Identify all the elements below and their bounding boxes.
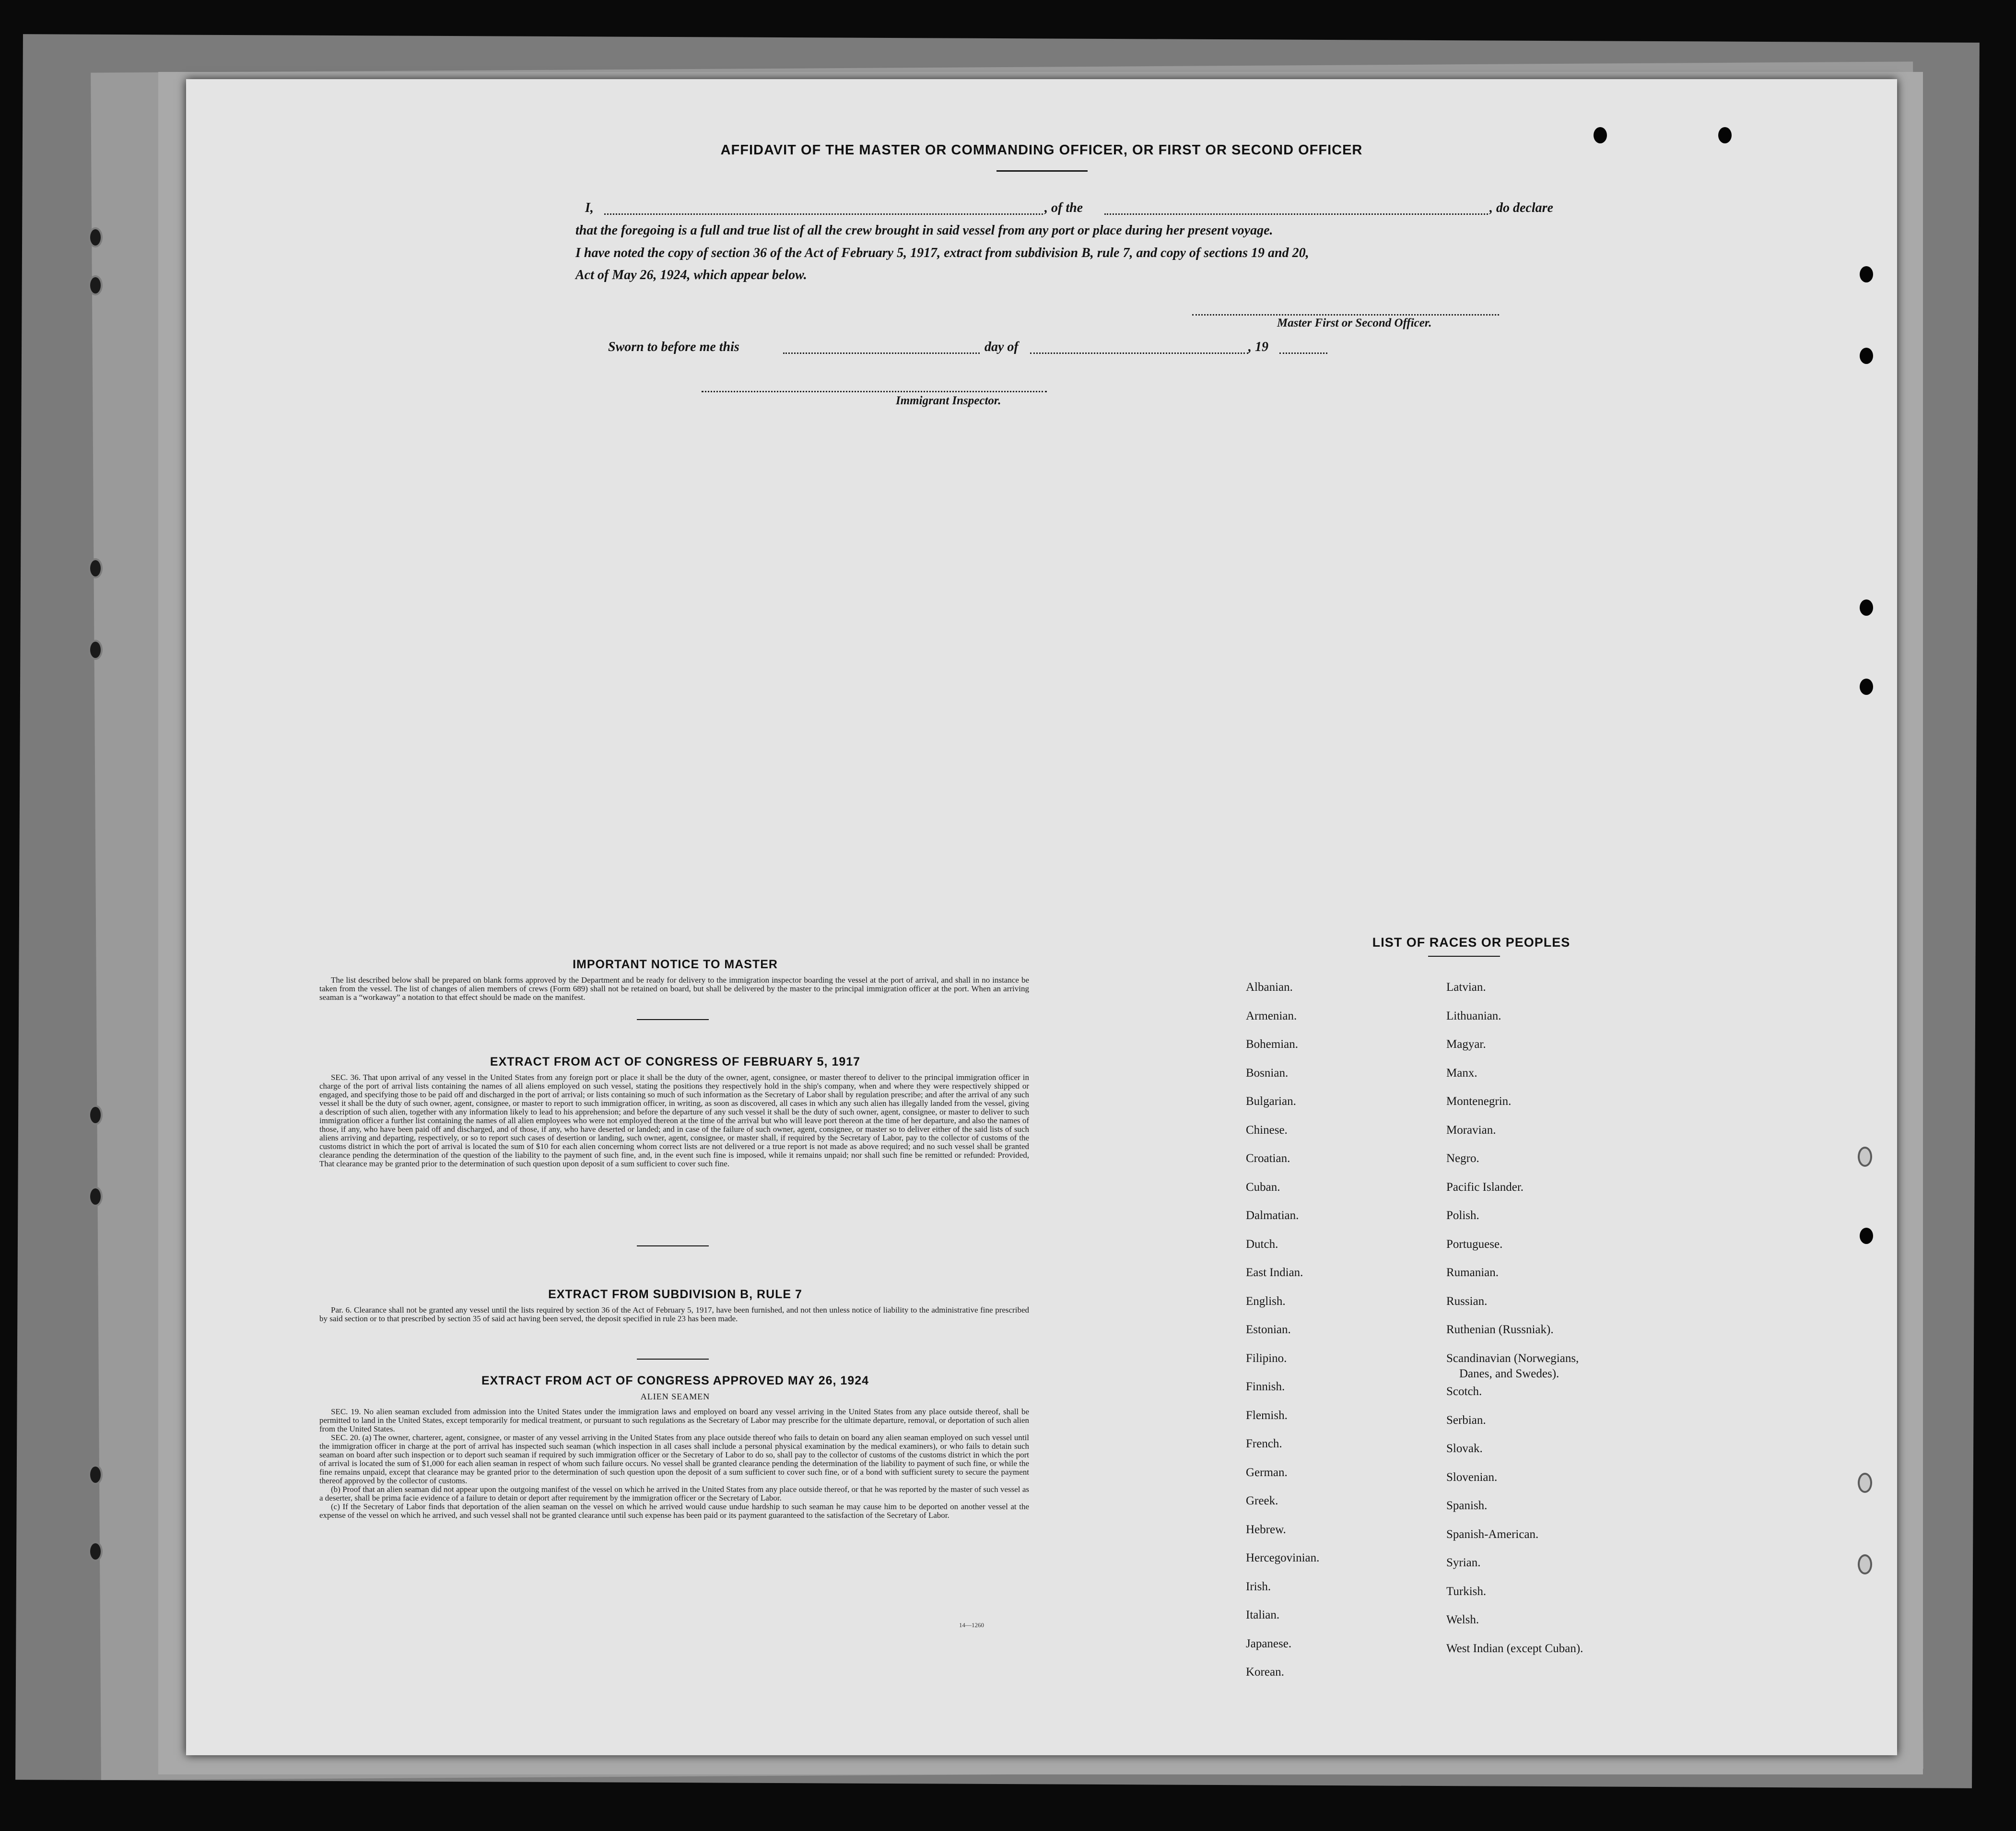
race-item: Slovenian. <box>1446 1471 1498 1484</box>
rule7-title: EXTRACT FROM SUBDIVISION B, RULE 7 <box>548 1288 802 1301</box>
race-item: Hebrew. <box>1246 1523 1286 1536</box>
binder-hole <box>90 1543 101 1560</box>
race-item: Japanese. <box>1246 1637 1292 1650</box>
extract-1917-title: EXTRACT FROM ACT OF CONGRESS OF FEBRUARY 5, 1917 <box>490 1055 861 1068</box>
race-item: Estonian. <box>1246 1323 1291 1336</box>
punch-hole <box>1860 1475 1870 1491</box>
divider <box>1428 956 1500 957</box>
race-item: Albanian. <box>1246 981 1293 994</box>
race-item: Greek. <box>1246 1494 1278 1507</box>
bleed-through-row <box>320 909 1855 926</box>
race-item: Bosnian. <box>1246 1067 1289 1080</box>
divider <box>637 1245 709 1246</box>
inspector-signature-line[interactable] <box>702 391 1047 392</box>
race-item: Spanish. <box>1446 1499 1488 1512</box>
race-item: Magyar. <box>1446 1038 1486 1051</box>
punch-hole <box>1860 348 1873 364</box>
bleed-through-row <box>320 765 1855 782</box>
sworn-label: Sworn to before me this <box>608 340 739 354</box>
race-item: Danes, and Swedes). <box>1459 1367 1559 1380</box>
race-item: Scotch. <box>1446 1385 1482 1398</box>
binder-hole <box>90 560 101 576</box>
race-item: Chinese. <box>1246 1124 1288 1137</box>
race-item: Finnish. <box>1246 1380 1285 1393</box>
sec19-text: SEC. 19. No alien seaman excluded from admission into the United States under the immigration laws and employed on board any vessel arriving in the United States from any place outside thereof, shall be permitted to land in the United States, except temporarily for medical treatment, or pursuant to such regulations as the Secretary of Labor may prescribe for the ultimate departure, removal, or deportation of such alien from the United States. <box>319 1407 1029 1433</box>
race-item: Croatian. <box>1246 1152 1290 1165</box>
bleed-through-row <box>320 621 1855 638</box>
race-item: Montenegrin. <box>1446 1095 1512 1108</box>
race-item: Irish. <box>1246 1580 1271 1593</box>
race-item: Turkish. <box>1446 1585 1487 1598</box>
race-item: Dutch. <box>1246 1238 1278 1251</box>
punch-hole <box>1860 1556 1870 1573</box>
race-item: Negro. <box>1446 1152 1479 1165</box>
master-signature-line[interactable] <box>1192 314 1499 316</box>
rule7-text: Par. 6. Clearance shall not be granted any vessel until the lists required by section 36 of the Act of February 5, 1917, have been furnished, and not then unless notice of liability to the administrative fine prescribed by said section or to that prescribed by section 35 of said act having been served, the deposit specified in rule 23 has been made. <box>319 1305 1029 1323</box>
extract-1917-body <box>319 1073 1029 1168</box>
extract-1917-text: SEC. 36. That upon arrival of any vessel in the United States from any foreign port or place it shall be the duty of the owner, agent, consignee, or master thereof to deliver to the principal immigration officer in charge of the port of arrival lists containing the names of all aliens employed on such vessel, stating the positions they respectively hold in the ship's company, when and where they were respectively shipped or engaged, and specifying those to be paid off and discharged in the port of arrival; or lists containing so much of such information as the Secretary of Labor shall by regulation prescribe; and after the arrival of any such vessel it shall be the duty of such owner, agent, consignee, or master to report to such immigration officer, in writing, as soon as discovered, all cases in which any such alien has illegally landed from the vessel, giving a description of such alien, together with any information likely to lead to his apprehension; and before the departure of any such vessel it shall be the duty of such owner, agent, consignee, or master to deliver to such immigration officer a further list containing the names of all alien employees who were not employed thereon at the time of the arrival but who will leave port thereon at the time of her departure, and also the names of those, if any, who have been paid off and discharged, and of those, if any, who have deserted or landed; and in case of the failure of such owner, agent, consignee, or master so to deliver either of the said lists of such aliens arriving and departing, respectively, or so to report such cases of desertion or landing, such owner, agent, consignee, or master shall, if required by the Secretary of Labor, pay to the collector of customs of the customs district in which the port of arrival is located the sum of $10 for each alien concerning whom correct lists are not delivered or a true report is not made as above required; and no such vessel shall be granted clearance pending the determination of the question of the liability to the payment of such fine, and, in the event such fine is imposed, while it remains unpaid; nor shall such fine be remitted or refunded: Provided, That clearance may be granted prior to the determination of such question upon deposit of a sum sufficient to cover such fine. <box>319 1073 1029 1168</box>
race-item: Hercegovinian. <box>1246 1551 1320 1564</box>
race-item: Ruthenian (Russniak). <box>1446 1323 1554 1336</box>
affidavit-i: I, <box>585 200 594 215</box>
race-item: Filipino. <box>1246 1352 1287 1365</box>
race-item: Dalmatian. <box>1246 1209 1299 1222</box>
binder-hole <box>90 1467 101 1483</box>
race-item: Slovak. <box>1446 1442 1483 1455</box>
bleed-through-row <box>320 861 1855 878</box>
binder-hole <box>90 1107 101 1123</box>
race-item: Lithuanian. <box>1446 1009 1501 1022</box>
form-number: 14—1260 <box>959 1621 984 1629</box>
extract-1924-body <box>319 1408 1029 1520</box>
sec20a-text: SEC. 20. (a) The owner, charterer, agent, consignee, or master of any vessel arriving in the United States from any place outside thereof who fails to detain on board any alien seaman employed on such vessel until the immigration officer in charge at the port of arrival has inspected such seaman (which inspection in all cases shall include a personal physical examination by the medical examiners), or who fails to detain such seaman on board after such inspection or to deport such seaman if required by such immigration officer or the Secretary of Labor to do so, shall pay to the collector of customs of the customs district in which the port of arrival is located the sum of $1,000 for each alien seaman in respect of whom such failure occurs. No vessel shall be granted clearance pending the determination of the liability to payment of such fine, or while the fine remains unpaid, except that clearance may be granted prior to the determination of such question upon the deposit of a sum sufficient to cover such fine, or of a bond with sufficient surety to secure the payment thereof approved by the collector of customs. <box>319 1433 1029 1485</box>
punch-hole <box>1860 1228 1873 1244</box>
bleed-through-row <box>320 717 1855 734</box>
year-blank[interactable] <box>1279 352 1327 354</box>
master-signature-label: Master First or Second Officer. <box>1277 317 1432 329</box>
bleed-through-row <box>320 525 1855 542</box>
title-underline <box>996 170 1088 172</box>
race-item: Latvian. <box>1446 981 1486 994</box>
affidavit-line2: that the foregoing is a full and true list of all the crew brought in said vessel from any port or place during her present voyage. <box>575 223 1273 238</box>
bleed-through-row <box>320 429 1855 446</box>
bleed-through-row <box>320 477 1855 494</box>
sworn-date-blank[interactable] <box>783 352 980 354</box>
divider <box>637 1019 709 1020</box>
punch-hole <box>1860 679 1873 695</box>
race-item: Scandinavian (Norwegians, <box>1446 1352 1579 1365</box>
binder-hole <box>90 1188 101 1205</box>
affidavit-of-the: , of the <box>1044 200 1083 215</box>
race-item: Rumanian. <box>1446 1266 1499 1279</box>
race-item: Italian. <box>1246 1608 1280 1621</box>
race-item: Bohemian. <box>1246 1038 1299 1051</box>
rule7-body <box>319 1306 1029 1323</box>
bleed-through-row <box>320 813 1855 830</box>
punch-hole <box>1718 127 1732 143</box>
binder-hole <box>90 229 101 246</box>
year-label: , 19 <box>1248 340 1268 354</box>
bleed-through-row <box>320 669 1855 686</box>
extract-1924-title: EXTRACT FROM ACT OF CONGRESS APPROVED MAY 26, 1924 <box>481 1374 869 1387</box>
race-item: Welsh. <box>1446 1613 1479 1626</box>
month-blank[interactable] <box>1030 352 1248 354</box>
notice-body <box>319 976 1029 1002</box>
race-item: Pacific Islander. <box>1446 1181 1524 1194</box>
sec20b-text: (b) Proof that an alien seaman did not appear upon the outgoing manifest of the vessel on which he arrived in the United States from any place outside thereof, or that he was reported by the master of such vessel as a deserter, shall be prima facie evidence of a failure to detain or deport after requirement by the immigration officer or the Secretary of Labor. <box>319 1485 1029 1502</box>
manifest-page <box>186 79 1897 1755</box>
race-item: Cuban. <box>1246 1181 1280 1194</box>
affidavit-declare: , do declare <box>1489 200 1553 215</box>
punch-hole <box>1860 1149 1870 1165</box>
punch-hole <box>1860 599 1873 616</box>
race-item: West Indian (except Cuban). <box>1446 1642 1583 1655</box>
notice-text: The list described below shall be prepared on blank forms approved by the Department and be ready for delivery to the immigration inspector boarding the vessel at the port of arrival, and shall in no instance be taken from the vessel. The list of changes of alien members of crews (Form 689) shall not be retained on board, but shall be delivered by the master to the principal immigration officer at the port. When an arriving seaman is a “workaway” a notation to that effect should be made on the manifest. <box>319 975 1029 1002</box>
race-item: English. <box>1246 1295 1286 1308</box>
race-item: Syrian. <box>1446 1556 1481 1569</box>
race-item: Moravian. <box>1446 1124 1496 1137</box>
race-item: Armenian. <box>1246 1009 1297 1022</box>
vessel-blank[interactable] <box>1104 213 1488 215</box>
alien-seamen-subtitle: ALIEN SEAMEN <box>640 1392 710 1401</box>
race-item: Portuguese. <box>1446 1238 1503 1251</box>
punch-hole <box>1594 127 1607 143</box>
race-item: Polish. <box>1446 1209 1479 1222</box>
races-title: LIST OF RACES OR PEOPLES <box>1372 935 1571 950</box>
race-item: French. <box>1246 1437 1282 1450</box>
race-item: Korean. <box>1246 1666 1284 1678</box>
name-blank[interactable] <box>604 213 1043 215</box>
race-item: Flemish. <box>1246 1409 1288 1422</box>
race-item: Manx. <box>1446 1067 1477 1080</box>
race-item: German. <box>1246 1466 1288 1479</box>
binder-hole <box>90 277 101 293</box>
race-item: East Indian. <box>1246 1266 1303 1279</box>
race-item: Bulgarian. <box>1246 1095 1296 1108</box>
affidavit-title: AFFIDAVIT OF THE MASTER OR COMMANDING OFFICER, OR FIRST OR SECOND OFFICER <box>720 142 1363 158</box>
inspector-label: Immigrant Inspector. <box>896 394 1001 407</box>
divider <box>637 1359 709 1360</box>
race-item: Serbian. <box>1446 1414 1486 1427</box>
day-of-label: day of <box>985 340 1019 354</box>
punch-hole <box>1860 266 1873 282</box>
binder-hole <box>90 642 101 658</box>
affidavit-line4: Act of May 26, 1924, which appear below. <box>575 268 807 282</box>
race-item: Spanish-American. <box>1446 1528 1539 1541</box>
race-item: Russian. <box>1446 1295 1488 1308</box>
sec20c-text: (c) If the Secretary of Labor finds that deportation of the alien seaman on the vessel on which he arrived would cause undue hardship to such seaman he may cause him to be deported on another vessel at the expense of the vessel on which he arrived, and such vessel shall not be granted clearance until such expense has been paid or its payment guaranteed to the satisfaction of the Secretary of Labor. <box>319 1502 1029 1520</box>
notice-title: IMPORTANT NOTICE TO MASTER <box>573 958 778 971</box>
bleed-through-row <box>320 573 1855 590</box>
affidavit-line3: I have noted the copy of section 36 of the Act of February 5, 1917, extract from subdivision B, rule 7, and copy of sections 19 and 20, <box>575 246 1309 260</box>
